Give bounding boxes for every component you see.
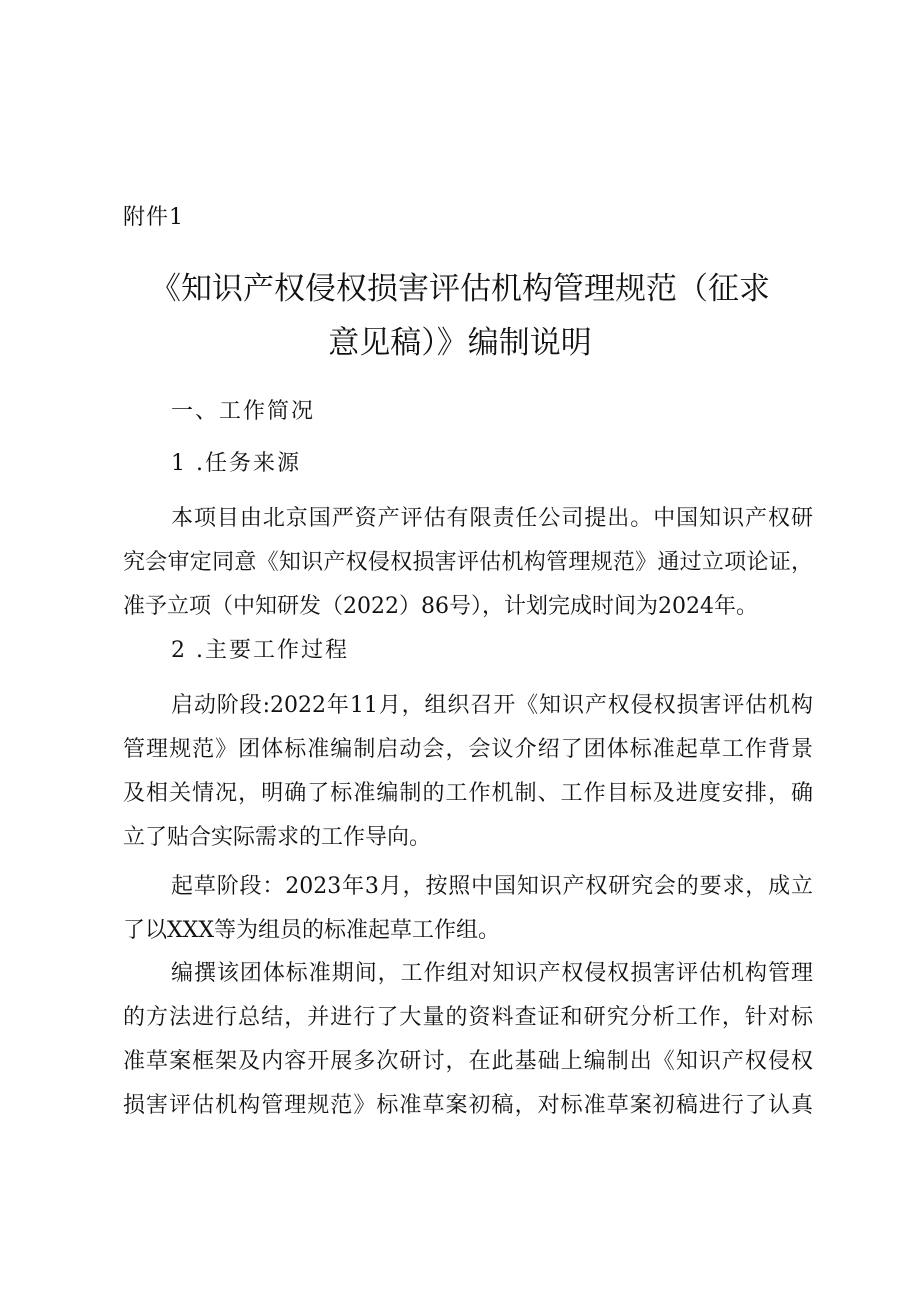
paragraph-line: 启动阶段:2022年11月，组织召开《知识产权侵权损害评估机构 — [171, 693, 813, 718]
paragraph-line: 及相关情况，明确了标准编制的工作机制、工作目标及进度安排，确 — [123, 781, 813, 806]
paragraph-line: 的方法进行总结，并进行了大量的资料查证和研究分析工作，针对标 — [123, 1005, 813, 1030]
title-line-2: 意见稿）》编制说明 — [328, 325, 592, 361]
paragraph-line: 究会审定同意《知识产权侵权损害评估机构管理规范》通过立项论证， — [123, 550, 813, 575]
paragraph-startup-phase — [123, 684, 813, 860]
paragraph-line: 准予立项（中知研发（2022）86号），计划完成时间为2024年。 — [123, 594, 758, 619]
subheading-task-source: 1 .任务来源 — [171, 451, 301, 476]
paragraph-task-source — [123, 497, 813, 629]
attachment-label: 附件1 — [123, 205, 184, 230]
paragraph-line: 编撰该团体标准期间，工作组对知识产权侵权损害评估机构管理 — [171, 961, 813, 986]
paragraph-line: 起草阶段：2023年3月，按照中国知识产权研究会的要求，成立 — [171, 874, 813, 899]
paragraph-line: 管理规范》团体标准编制启动会，会议介绍了团体标准起草工作背景 — [123, 737, 813, 762]
paragraph-line: 了以XXX等为组员的标准起草工作组。 — [123, 918, 500, 943]
paragraph-line: 立了贴合实际需求的工作导向。 — [123, 825, 432, 850]
title-line-1: 《知识产权侵权损害评估机构管理规范（征求 — [150, 271, 770, 307]
paragraph-drafting-phase — [123, 865, 813, 953]
paragraph-line: 本项目由北京国严资产评估有限责任公司提出。中国知识产权研 — [171, 506, 813, 531]
section-heading-work-overview: 一、工作简况 — [171, 399, 316, 424]
paragraph-line: 准草案框架及内容开展多次研讨，在此基础上编制出《知识产权侵权 — [123, 1049, 813, 1074]
paragraph-line: 损害评估机构管理规范》标准草案初稿，对标准草案初稿进行了认真 — [123, 1093, 813, 1118]
document-title — [110, 262, 810, 370]
paragraph-compilation — [123, 952, 813, 1128]
subheading-main-work-process: 2 .主要工作过程 — [171, 638, 349, 663]
